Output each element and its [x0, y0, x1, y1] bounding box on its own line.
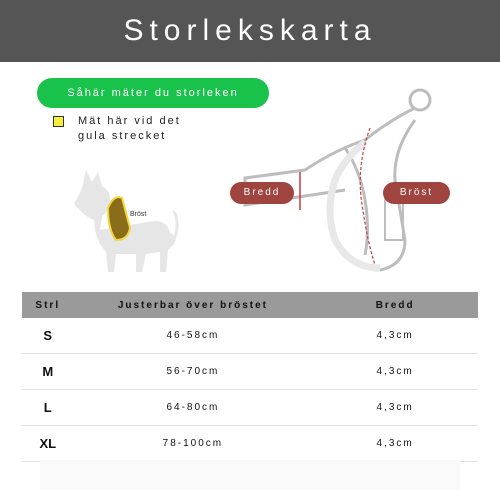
- harness-illustration: [215, 80, 465, 280]
- width-cell: 4,3cm: [312, 426, 478, 462]
- measure-instructions-badge: Såhär mäter du storleken: [37, 78, 269, 108]
- size-cell: L: [22, 390, 74, 426]
- table-row: [22, 426, 478, 462]
- size-cell: S: [22, 318, 74, 354]
- dog-illustration: [70, 160, 180, 280]
- column-header-size: Strl: [35, 299, 61, 311]
- chest-cell: 78-100cm: [74, 426, 313, 462]
- width-cell: 4,3cm: [312, 354, 478, 390]
- legend-line-1: Mät här vid det: [78, 115, 181, 127]
- size-cell: XL: [22, 426, 74, 462]
- dog-chest-label: Bröst: [130, 211, 147, 218]
- table-row: [22, 390, 478, 426]
- chest-cell: 64-80cm: [74, 390, 313, 426]
- legend-line-2: gula strecket: [78, 130, 167, 142]
- size-cell: M: [22, 354, 74, 390]
- table-header-row: [22, 292, 478, 318]
- header-bar: [0, 0, 500, 62]
- size-table: [22, 292, 478, 462]
- width-cell: 4,3cm: [312, 390, 478, 426]
- bottom-panel: [40, 460, 460, 490]
- table-row: [22, 354, 478, 390]
- width-cell: 4,3cm: [312, 318, 478, 354]
- page-title: Storlekskarta: [123, 14, 377, 47]
- yellow-marker-icon: [53, 116, 64, 127]
- width-label-tag: Bredd: [230, 182, 294, 204]
- chest-cell: 46-58cm: [74, 318, 313, 354]
- chest-label-tag: Bröst: [383, 182, 450, 204]
- column-header-chest: Justerbar över bröstet: [117, 299, 268, 311]
- column-header-width: Bredd: [375, 299, 415, 311]
- table-row: [22, 318, 478, 354]
- chest-cell: 56-70cm: [74, 354, 313, 390]
